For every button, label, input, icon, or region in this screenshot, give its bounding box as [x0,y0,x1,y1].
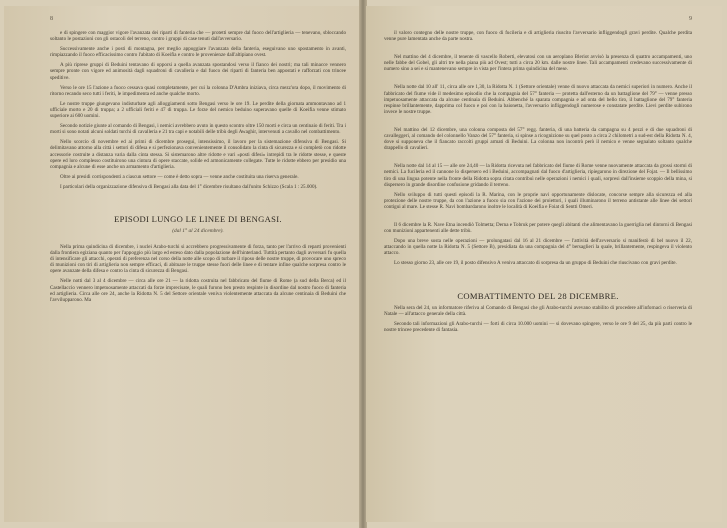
paragraph: Nella sera del 24, un informatore riferiva al Comando di Bengasi che gli Arabo-turchi avevano stabilito di procedere all'infornaci o riserveria di Natale — all'attacco generale della città. [384,304,692,317]
paragraph: A più riprese gruppi di Beduini tentavano di opporsi a quella avanzata spostandosi verso il fianco dei nostri; ma tali minacce vennero sempre pronte con vigore ed animosità dagli squadroni di cavalleria e dal fuoco dei riparti di fanteria ben appostati e rafforzati con trincee speditive. [50,62,346,81]
paragraph: Nel mattino del 12 dicembre, una colonna composta del 57° regg. fanteria, di una batteria da campagna su 4 pezzi e di due squadroni di cavalleggeri, al comando del colonnello Vanzo del 57° fanteria, si spinse a ricognizione su quel posto a circa 2 chilometri a sud-est della Ridotta N. 4, dove si supponeva che il fiancato raccolti gruppi armati di Beduini. La colonna non incontrò però il nemico e venne segnalato soltanto qualche drappello di cavalieri. [384,126,692,152]
paragraph: Nelle notti dal 3 al 4 dicembre — circa alle ore 21 — la ridotta costruita nel fabbricato del fiume di Rome (a sud della Berca) ed il Castellaccio vennero impetuosamente attaccati da forze imprecisate, le quali furono ben presto respinte in disordine dal nostro fuoco di fanteria ed artiglieria. Circa alle ore 24, anche la Ridotta N. 5 del Settore orientale veniva violentemente attaccata da alcune centinaia di Beduini che l'avvilupparono. Ma [50,278,346,303]
paragraph: Oltre ai presidi corrispondenti a ciascun settore — come è detto sopra — venne anche costituita una riserva generale. [60,173,299,180]
paragraph: Secondo tali informazioni gli Arabo-turchi — forti di circa 10.000 uomini — si dovevano spingere, verso le ore 9 del 25, da più parti contro le nostre trincee precedente di fantasia. [384,320,692,333]
section-subheading-left: (dal 1° al 24 dicembre). [172,227,224,234]
paragraph: Lo stesso giorno 23, alle ore 19, il posto difensivo A veniva attaccato di sorpresa da un gruppo di Beduini che riuscivano con gravi perdite. [394,260,677,267]
section-heading-left: EPISODI LUNGO LE LINEE DI BENGASI. [114,213,282,224]
paragraph: Nella notte dal 10 all' 11, circa alle ore 1,30, la Ridotta N. 1 (Settore orientale) venne di nuovo attaccata da nemici superiori in numero. Anche il fabbricato del fiume vide il medesimo episodio che la compagnia del 57° fanteria — protetta dall'esterno da un battaglione del 79° — venne presso impetuosamente attaccata da alcune centinaia di Beduini. Abbenché la sparata compagnia e ad onta del bello tiro, il battaglione del 79° fanteria respinse brillantemente, dapprima col fuoco e poi con la baionetta, l'avversario infliggendogli numerose e constatate perdite. Lievi perdite subirono invece le nostre truppe. [384,84,692,115]
paragraph: Dopo una breve sosta nelle operazioni — prolungatasi dal 16 al 21 dicembre — l'attività dell'avversario si manifestò di bel nuovo il 22, attaccando in quella notte la Ridotta N. 5 (Settore B), presidiata da una compagnia del 4° bersaglieri la quale, brillantemente, respingeva il violento attacco. [384,238,692,257]
paragraph: Nello scorcio di novembre ed ai primi di dicembre proseguì, intensissimo, il lavoro per la sistemazione difensiva di Bengasi. Si delimitavano attorno alla città i settori di difesa e si perfezionava convenientemente il consolidato la cinta di sicurezza e si completò con ridotte accessorie costruite a distanza varia dalla cinta stessa. Si sistemarono altre ridotte e vari «posti difesi» intrepidi tra le ridotte stesse, e queste opere ed loro complesso costituirono una cintura di opere staccate, solide ed armonicamente collegate. Tutte le ridotte ebbero per presidio una compagnia e alcune di esse anche un armamento d'artiglieria. [50,139,346,170]
paragraph: Successivamente anche i posti di montagna, per meglio appoggiare l'avanzata della fanteria, eseguivano uno spostamento in avanti, rimpiazzando il fuoco efficacissimo contro l'abitato di Koeifia e contro le provenienze dall'altipiano ovest. [50,46,346,59]
paragraph: il valoro contegno delle nostre truppe, con fuoco di fucileria e di artiglieria riuscito l'avversario infliggendogli gravi perdite. Qualche perdita venne pure lamentata anche da parte nostra. [384,30,692,43]
paragraph: Nello sviluppo di tutti questi episodi la R. Marina, con le proprie navi opportunamente dislocate, concorse sempre alla sicurezza ed alla protezione delle nostre truppe, da con l'azione a fuoco sia con l'azione dei proiettori, i quali illuminarono il terreno antistante alle linee dei settori contigui al mare. Le stesse R. Navi bombardarono inoltre le località di Koeifia e Foiat di Sentti Omeri. [384,191,692,210]
left-page [4,6,360,522]
page-number-right: 9 [689,16,692,22]
paragraph: e di spingere con maggior vigore l'avanzata dei riparti di fanteria che — protetti sempre dal fuoco dell'artiglieria — tenevano, sbloccando soltanto le postazioni con gli ostacoli del terreno, contro i gruppi di case tenuti dall'avversario. [50,30,346,43]
paragraph: Nel mattino del 4 dicembre, il tenente di vascello Roberti, elevatosi con un aeroplano Bleriot avvisò la presenza di quattro accampamenti, uno nelle fabbe del Gobel, gli altri tre nella piana più ad Ovest; tutti a circa 20 km. dalle nostre linee. Tali accampamenti credevano successivamente di numero sino a sei e si mantenevano sempre in vista per l'intera prima quindicina del mese. [384,54,692,73]
paragraph: Il 6 dicembre la R. Nave Etna incendiò Tolmetta; Derna e Tobruk per potere quegli abitanti che alimentavano la guerriglia nel dintorni di Bengasi con munizioni appartenenti alle dette tribù. [384,221,692,235]
right-page [366,6,722,522]
paragraph: Nella prima quindicina di dicembre, i nuclei Arabo-turchi si accrebbero progressivamente di forza, tanto per l'arrivo di reparti provenienti dalla frontiera egiziana quanto per l'appoggio più largo ed esteso dato dalla popolazione dell'hinterland. Tuttità pertanto dagli avversari fu quella di intensificare gli attacchi, operati di preferenza nel corso della notte alle scopo di turbare il riposo delle nostre truppe, di provocare uno spreco di munizioni con tiri di artiglieria non sempre efficaci, di abituare le truppe stesse fuori delle linee e di tentare infine qualche sorpresa contro le opere avanzate della difesa e contro la cinta di sicurezza di Bengasi. [50,243,346,275]
page-number-left: 8 [50,16,53,22]
paragraph: Le nostre truppe giungevano indisturbate agli alloggiamenti sotto Bengasi verso le ore 19. Le perdite della giornata ammontavano ad 1 ufficiale morto e 20 di truppa; a 2 ufficiali feriti e 47 di truppa. Le forze del nemico beduino superavano quelle di Koeifia venne stimato superiore ai 600 uomini. [50,100,346,120]
section-heading-right: COMBATTIMENTO DEL 28 DICEMBRE. [457,290,619,301]
paragraph: Secondo notizie giunte al comando di Bengasi, i nemici avrebbero avuto in questo scontro oltre 150 morti e circa un centinaio di feriti. Tra i morti si sono notati alcuni soldati turchi di cavalleria e 21 tra capi e notabili delle tribù degli Awaghir, intervenuti a cavallo nel combattimento. [50,123,346,136]
right-body [384,30,692,267]
paragraph: Nella notte dal 14 al 15 — alle ore 24,40 — la Ridotta ricevuta nel fabbricato del fiume di Rome venne nuovamente attaccata da grossi stormi di nemici. La fucileria ed il cannone lo dispersero ed i Beduini, accompagnati dal fuoco d'artiglieria, ripiegarono in direzione del Fojat. — Il bellissimo tiro di una lingua potente nella fronte della Ridotta sopra citata contribuì nelle operazioni i nemici i quali, sorpresi dall'insieme scoppio della mina, si dispersero in grande disordine confusione gridando il terreno. [384,163,692,188]
left-body [50,30,346,190]
paragraph: Verso le ore 15 l'azione a fuoco cessava quasi completamente, per cui la colonna D'Ambra iniziava, circa mezz'ora dopo, il movimento di ritorno recando seco tutti i feriti, le impedimenta ed anche qualche morto. [50,84,346,97]
paragraph: I particolari della organizzazione difensiva di Bengasi alla data del 1° dicembre risultano dall'unito Schizzo (Scala 1 : 25.000). [60,183,318,190]
